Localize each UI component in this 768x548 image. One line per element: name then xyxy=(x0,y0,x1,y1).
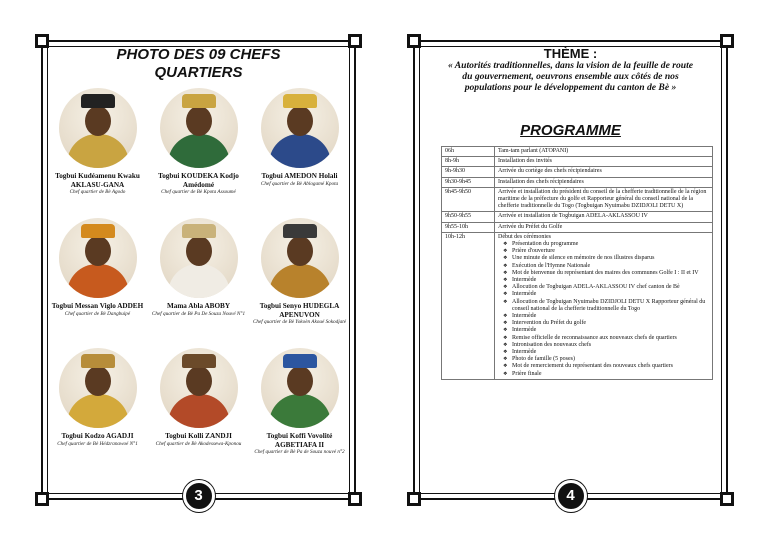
right-page xyxy=(413,40,728,504)
chief-crown xyxy=(182,224,216,238)
chief-role: Chef quartier de Bè Agodo xyxy=(69,189,126,195)
program-time: 9h30-9h45 xyxy=(442,177,495,187)
chief-role: Chef quartier de Bè Ablogamé Kpota xyxy=(260,180,339,187)
chief-crown xyxy=(283,224,317,238)
chief-crown xyxy=(283,354,317,368)
program-activity: Installation des chefs récipiendaires xyxy=(495,177,713,187)
program-time: 9h45-9h50 xyxy=(442,187,495,212)
program-time: 10h-12h xyxy=(442,232,495,379)
program-activity: Arrivée du cortège des chefs récipiendaires xyxy=(495,167,713,177)
corner-ornament xyxy=(407,492,421,506)
program-time: 9h55-10h xyxy=(442,222,495,232)
program-row xyxy=(442,212,713,222)
ceremony-item: ❖ Intermède xyxy=(512,277,709,284)
chief-portrait xyxy=(59,218,137,298)
ceremony-item: ❖ Intermède xyxy=(512,313,709,320)
chief-portrait xyxy=(59,348,137,428)
program-activity: Arrivée du Préfet du Golfe xyxy=(495,222,713,232)
chief-role: Chef quartier de Bè Hédzranawoé N°1 xyxy=(57,440,138,447)
chief-face xyxy=(287,366,313,396)
ceremony-item: ❖ Exécution de l'Hymne Nationale xyxy=(512,263,709,270)
title-line-2: QUARTIERS xyxy=(154,64,243,81)
ceremony-item: ❖ Présentation du programme xyxy=(512,241,709,248)
ceremony-item: ❖ Une minute de silence en mémoire de nos illustres disparus xyxy=(512,255,709,262)
chief-robe xyxy=(269,134,331,168)
program-activity: Tam-tam parlant (ATOPANI) xyxy=(495,147,713,157)
chief-portrait xyxy=(160,88,238,168)
chief-face xyxy=(85,366,111,396)
chief-card xyxy=(47,218,148,344)
theme-text: « Autorités traditionnelles, dans la vision de la feuille de route du gouvernement, oeuvrons ensemble aux côtés de nos populations pour le développement du canton de Bè » xyxy=(447,60,694,93)
chief-robe xyxy=(168,264,230,298)
chief-face xyxy=(287,106,313,136)
chief-name: Togbui Koffi Vovolité AGBETIAFA II xyxy=(266,432,333,449)
chief-crown xyxy=(81,94,115,108)
chief-role: Chef quartier de Bè Akodessewa-Kponou xyxy=(155,440,242,447)
chief-card xyxy=(148,88,249,214)
chief-role: Chef quartier de Bè Kpota Assoumé xyxy=(161,189,236,195)
chief-robe xyxy=(269,264,331,298)
chief-card xyxy=(249,218,350,344)
chief-name: Togbui AMEDON Holali xyxy=(261,172,338,180)
chief-card xyxy=(148,218,249,344)
chief-role: Chef quartier de Bè Dangbuipé xyxy=(64,310,131,317)
ceremony-item: ❖ Intervention du Préfet du golfe xyxy=(512,320,709,327)
chief-crown xyxy=(182,94,216,108)
theme-title: THÈME : xyxy=(543,46,598,61)
chief-card xyxy=(148,348,249,474)
chief-card xyxy=(47,88,148,214)
chief-face xyxy=(85,236,111,266)
corner-ornament xyxy=(720,492,734,506)
chief-robe xyxy=(67,264,129,298)
chief-face xyxy=(186,366,212,396)
chief-crown xyxy=(81,224,115,238)
program-activity xyxy=(495,232,713,379)
chief-name: Togbui KOUDEKA Kodjo Amédomé xyxy=(158,172,239,189)
program-row-ceremony xyxy=(442,232,713,379)
chief-robe xyxy=(269,394,331,428)
chief-name: Togbui Messan Viglo ADDEH xyxy=(51,302,144,310)
program-title: PROGRAMME xyxy=(520,122,621,139)
chief-card xyxy=(249,88,350,214)
chief-role: Chef quartier de Bè Yokoèn Akoué Sokodjaté xyxy=(252,319,347,325)
chief-portrait xyxy=(59,88,137,168)
chief-name: Togbui Kodzo AGADJI xyxy=(61,432,134,440)
program-row xyxy=(442,147,713,157)
corner-ornament xyxy=(348,492,362,506)
chief-portrait xyxy=(261,218,339,298)
ceremony-heading: Début des cérémonies xyxy=(498,233,551,240)
program-row xyxy=(442,222,713,232)
ceremony-item: ❖ Mot de bienvenue du représentant des maires des communes Golfe I : II et IV xyxy=(512,270,709,277)
program-time: 9h-9h30 xyxy=(442,167,495,177)
chiefs-grid xyxy=(47,88,350,474)
program-activity: Arrivée et installation de Togbuigan ADELA-AKLASSOU IV xyxy=(495,212,713,222)
chief-role: Chef quartier de Bè Pa De Souza Nouvé N°1 xyxy=(151,310,246,317)
ceremony-item: ❖ Allocution de Togbuigan Nyuimabu DZIDJOLI DETU X Rapporteur général du conseil national de la chefferie traditionnelle du Togo xyxy=(512,299,709,313)
program-time: 06h xyxy=(442,147,495,157)
left-page xyxy=(41,40,356,504)
chief-face xyxy=(186,236,212,266)
program-activity: Installation des invités xyxy=(495,157,713,167)
chief-robe xyxy=(67,134,129,168)
program-row xyxy=(442,187,713,212)
chief-portrait xyxy=(160,348,238,428)
chief-robe xyxy=(168,134,230,168)
ceremony-item: ❖ Photo de famille (5 poses) xyxy=(512,356,709,363)
program-activity: Arrivée et installation du président du conseil de la chefferie traditionnelle de la région maritime de la préfecture du golfe et Rapporteur général du conseil national de la chefferie traditionnelle du Togo (Togbuigan Nyuimabu DZIDJOLI DETU X) xyxy=(495,187,713,212)
ceremony-item: ❖ Prière finale xyxy=(512,371,709,378)
program-row xyxy=(442,157,713,167)
chief-face xyxy=(186,106,212,136)
chief-role: Chef quartier de Bè Pa de Souza nouvé n°2 xyxy=(254,449,345,455)
ceremony-item: ❖ Intermède xyxy=(512,327,709,334)
chief-portrait xyxy=(261,88,339,168)
corner-ornament xyxy=(35,492,49,506)
program-time: 9h50-9h55 xyxy=(442,212,495,222)
chief-card xyxy=(249,348,350,474)
ceremony-item: ❖ Intermède xyxy=(512,349,709,356)
chief-portrait xyxy=(261,348,339,428)
program-table xyxy=(441,146,713,380)
chief-name: Togbui Senyo HUDEGLA APENUVON xyxy=(259,302,340,319)
title-line-1: PHOTO DES 09 CHEFS xyxy=(116,46,281,63)
ceremony-item: ❖ Allocution de Togbuigan ADELA-AKLASSOU IV chef canton de Bè xyxy=(512,284,709,291)
chief-name: Togbui Kudéamenu Kwaku AKLASU-GANA xyxy=(55,172,140,189)
chief-crown xyxy=(283,94,317,108)
ceremony-list xyxy=(498,241,709,378)
chief-crown xyxy=(81,354,115,368)
page-number: 4 xyxy=(555,480,587,512)
ceremony-item: ❖ Remise officielle de reconnaissance aux nouveaux chefs de quartiers xyxy=(512,335,709,342)
chief-face xyxy=(85,106,111,136)
program-row xyxy=(442,177,713,187)
page-title xyxy=(41,46,356,82)
ceremony-item: ❖ Mot de remerciement du représentant des nouveaux chefs quartiers xyxy=(512,363,709,370)
chief-face xyxy=(287,236,313,266)
chief-portrait xyxy=(160,218,238,298)
chief-card xyxy=(47,348,148,474)
ceremony-item: ❖ Prière d'ouverture xyxy=(512,248,709,255)
ceremony-item: ❖ Intermède xyxy=(512,291,709,298)
chief-name: Mama Abla ABOBY xyxy=(166,302,231,310)
chief-robe xyxy=(67,394,129,428)
program-row xyxy=(442,167,713,177)
chief-robe xyxy=(168,394,230,428)
program-time: 8h-9h xyxy=(442,157,495,167)
ceremony-item: ❖ Intronisation des nouveaux chefs xyxy=(512,342,709,349)
page-number: 3 xyxy=(183,480,215,512)
chief-crown xyxy=(182,354,216,368)
chief-name: Togbui Kolli ZANDJI xyxy=(165,432,232,440)
